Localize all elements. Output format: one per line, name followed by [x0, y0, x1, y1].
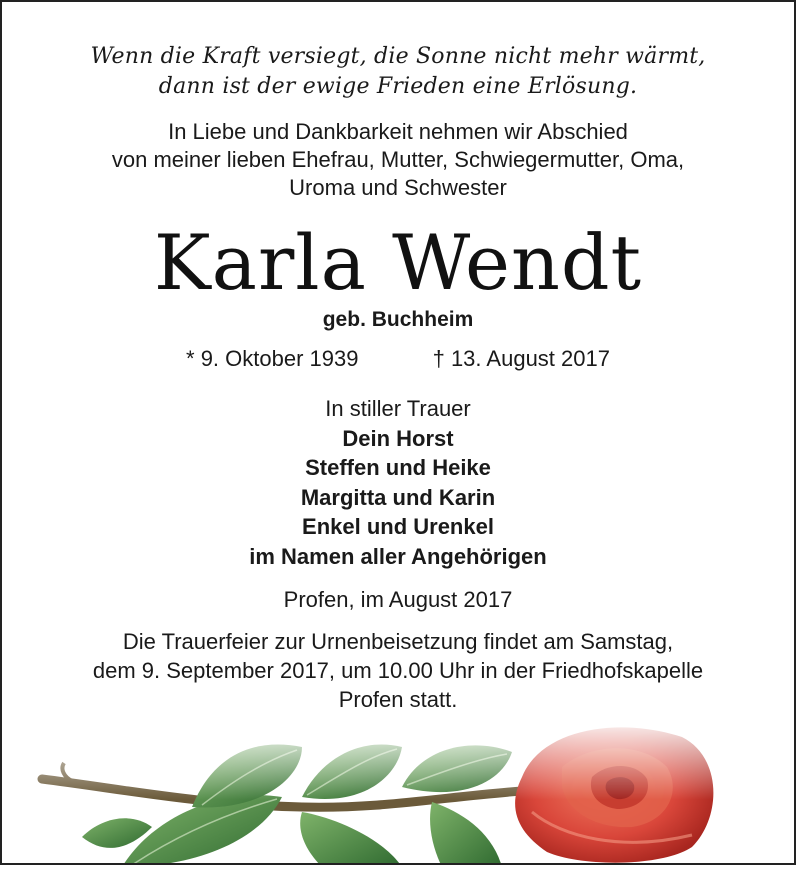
- ceremony-line-1: Die Trauerfeier zur Urnenbeisetzung findet am Samstag,: [122, 629, 674, 654]
- death-date: † 13. August 2017: [432, 346, 610, 371]
- ceremony-line-2: dem 9. September 2017, um 10.00 Uhr in der Friedhofskapelle: [92, 658, 704, 683]
- mourners-list: [2, 394, 794, 571]
- intro-line-2: von meiner lieben Ehefrau, Mutter, Schwiegermutter, Oma,: [111, 147, 685, 172]
- birth-date: * 9. Oktober 1939: [186, 346, 359, 371]
- birth-name: geb. Buchheim: [322, 308, 474, 331]
- intro-line-1: In Liebe und Dankbarkeit nehmen wir Abschied: [168, 119, 628, 144]
- mourners-lead: In stiller Trauer: [325, 396, 471, 421]
- rose-illustration: [2, 717, 796, 865]
- ceremony-notice: [2, 627, 794, 714]
- mourner-name: Enkel und Urenkel: [302, 514, 494, 539]
- life-dates: [2, 346, 794, 372]
- place-and-date: Profen, im August 2017: [283, 587, 513, 612]
- ceremony-line-3: Profen statt.: [338, 687, 458, 712]
- intro-line-3: Uroma und Schwester: [289, 175, 507, 200]
- motto-quote: [2, 42, 794, 102]
- motto-line-2: dann ist der ewige Frieden eine Erlösung.: [158, 74, 638, 99]
- mourner-name: Margitta und Karin: [300, 484, 496, 510]
- mourner-name: Steffen und Heike: [305, 455, 491, 480]
- mourner-name: im Namen aller Angehörigen: [249, 543, 547, 569]
- deceased-name: Karla Wendt: [153, 218, 643, 307]
- farewell-intro: [2, 118, 794, 202]
- motto-line-1: Wenn die Kraft versiegt, die Sonne nicht mehr wärmt,: [90, 44, 706, 69]
- mourner-name: Dein Horst: [342, 425, 454, 451]
